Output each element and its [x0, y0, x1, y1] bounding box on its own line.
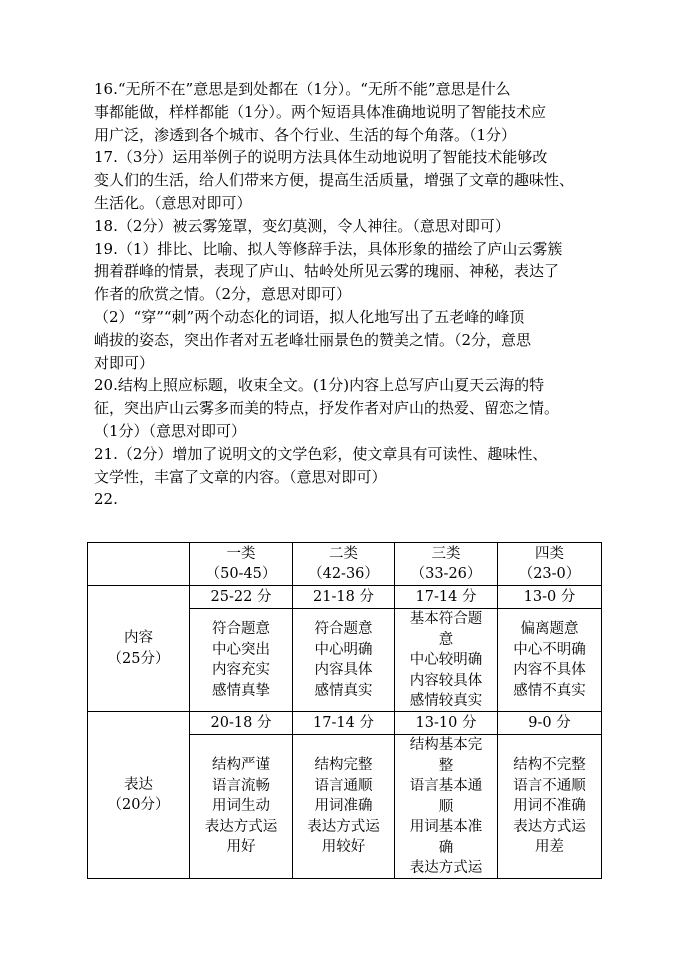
criteria-line: 表达方式运 [513, 818, 586, 835]
criteria-line: 感情真实 [314, 682, 373, 699]
criteria-line: 语言通顺 [314, 777, 373, 794]
criteria-line: 用词基本准 [409, 819, 483, 835]
criteria-line: 感情较真实 [409, 693, 483, 709]
answer-line: 作者的欣赏之情。（2分，意思对即可） [94, 285, 352, 304]
criteria-line: 感情不真实 [513, 682, 586, 699]
answer-line: 20.结构上照应标题，收束全文。(1分)内容上总写庐山夏天云海的特 [94, 376, 545, 395]
criteria-line: 结构不完整 [513, 757, 586, 774]
criteria-cell [190, 609, 293, 712]
criteria-line: 基本符合题 [409, 611, 483, 627]
criteria-cell [395, 735, 498, 879]
criteria-line: 意 [438, 631, 454, 648]
criteria-line: 表达方式运 [307, 818, 380, 835]
content-label-cell: 内容 （25分） [88, 586, 190, 712]
criteria-line: 用较好 [321, 839, 366, 856]
criteria-line: 语言不通顺 [513, 777, 586, 794]
criteria-line: 用词不准确 [513, 798, 586, 815]
answer-line: 对即可） [94, 353, 155, 372]
criteria-line: 符合题意 [314, 621, 373, 637]
answer-line: 21.（2分）增加了说明文的文学色彩，使文章具有可读性、趣味性、 [94, 444, 548, 463]
scoring-rubric-table [87, 542, 602, 879]
criteria-line: 用词准确 [314, 798, 373, 815]
answer-line: 拥着群峰的情景，表现了庐山、牯岭处所见云雾的瑰丽、神秘，表达了 [94, 262, 560, 281]
criteria-line: 偏离题意 [520, 621, 579, 637]
score-cell: 13-0 分 [498, 586, 602, 609]
rubric-header-4: 四类 （23-0） [498, 543, 602, 586]
answer-line: 16.“无所不在”意思是到处都在（1分）。“无所不能”意思是什么 [94, 80, 511, 98]
criteria-line: 表达方式运 [409, 860, 483, 876]
answer-line: 用广泛，渗透到各个城市、各个行业、生活的每个角落。（1分） [94, 125, 517, 144]
criteria-cell [498, 735, 602, 879]
criteria-line: 内容充实 [212, 662, 270, 678]
criteria-line: 用差 [535, 839, 564, 856]
criteria-line: 符合题意 [212, 621, 270, 637]
content-score-row [88, 586, 602, 609]
answer-line: 事都能做，样样都能（1分）。两个短语具体准确地说明了智能技术应 [94, 102, 547, 121]
answer-line: 22. [94, 490, 118, 509]
score-cell: 17-14 分 [293, 712, 395, 735]
answer-line: 19.（1）排比、比喻、拟人等修辞手法，具体形象的描绘了庐山云雾簇 [94, 239, 563, 258]
criteria-cell [190, 735, 293, 879]
criteria-line: 内容较具体 [409, 672, 483, 689]
criteria-line: 感情真挚 [212, 682, 270, 699]
criteria-line: 内容具体 [314, 662, 373, 678]
criteria-line: 结构基本完 [409, 737, 483, 753]
rubric-header-1: 一类 （50-45） [190, 543, 293, 586]
criteria-line: 中心明确 [314, 641, 373, 658]
criteria-line: 中心突出 [212, 641, 270, 658]
rubric-header-row [88, 543, 602, 586]
answer-line: 文学性，丰富了文章的内容。（意思对即可） [94, 467, 387, 486]
score-cell: 20-18 分 [190, 712, 293, 735]
criteria-line: 中心较明确 [409, 652, 483, 668]
answer-line: 变人们的生活，给人们带来方便，提高生活质量，增强了文章的趣味性、 [94, 171, 575, 190]
criteria-line: 结构严谨 [212, 757, 270, 774]
criteria-cell [293, 735, 395, 879]
answer-line: 征，突出庐山云雾多而美的特点，抒发作者对庐山的热爱、留恋之情。 [94, 399, 560, 418]
answer-line: （1分）（意思对即可） [94, 421, 247, 440]
criteria-cell [293, 609, 395, 712]
criteria-line: 语言流畅 [212, 777, 270, 794]
score-cell: 25-22 分 [190, 586, 293, 609]
score-cell: 21-18 分 [293, 586, 395, 609]
criteria-line: 语言基本通 [409, 778, 483, 794]
rubric-corner-cell [88, 543, 190, 586]
score-cell: 9-0 分 [498, 712, 602, 735]
criteria-line: 用好 [226, 839, 256, 856]
answer-text [94, 78, 614, 511]
criteria-line: 用词生动 [212, 798, 270, 815]
criteria-line: 表达方式运 [204, 818, 278, 835]
criteria-line: 内容不具体 [513, 662, 586, 678]
criteria-line: 结构完整 [314, 757, 373, 774]
answer-line: 18.（2分）被云雾笼罩，变幻莫测，令人神往。（意思对即可） [94, 216, 510, 235]
criteria-line: 整 [438, 757, 454, 774]
criteria-cell [498, 609, 602, 712]
rubric-header-2: 二类 （42-36） [293, 543, 395, 586]
score-cell: 13-10 分 [395, 712, 498, 735]
answer-line: 峭拔的姿态，突出作者对五老峰壮丽景色的赞美之情。（2分，意思 [94, 330, 532, 349]
score-cell: 17-14 分 [395, 586, 498, 609]
expression-score-row [88, 712, 602, 735]
criteria-cell [395, 609, 498, 712]
answer-line: 17.（3分）运用举例子的说明方法具体生动地说明了智能技术能够改 [94, 148, 548, 167]
answer-line: 生活化。（意思对即可） [94, 193, 252, 212]
criteria-line: 中心不明确 [513, 641, 586, 658]
criteria-line: 确 [438, 839, 454, 856]
expression-label-cell: 表达 （20分） [88, 712, 190, 879]
rubric-header-3: 三类 （33-26） [395, 543, 498, 586]
criteria-line: 顺 [438, 798, 454, 815]
answer-line: （2）“穿”“刺”两个动态化的词语，拟人化地写出了五老峰的峰顶 [94, 307, 525, 326]
